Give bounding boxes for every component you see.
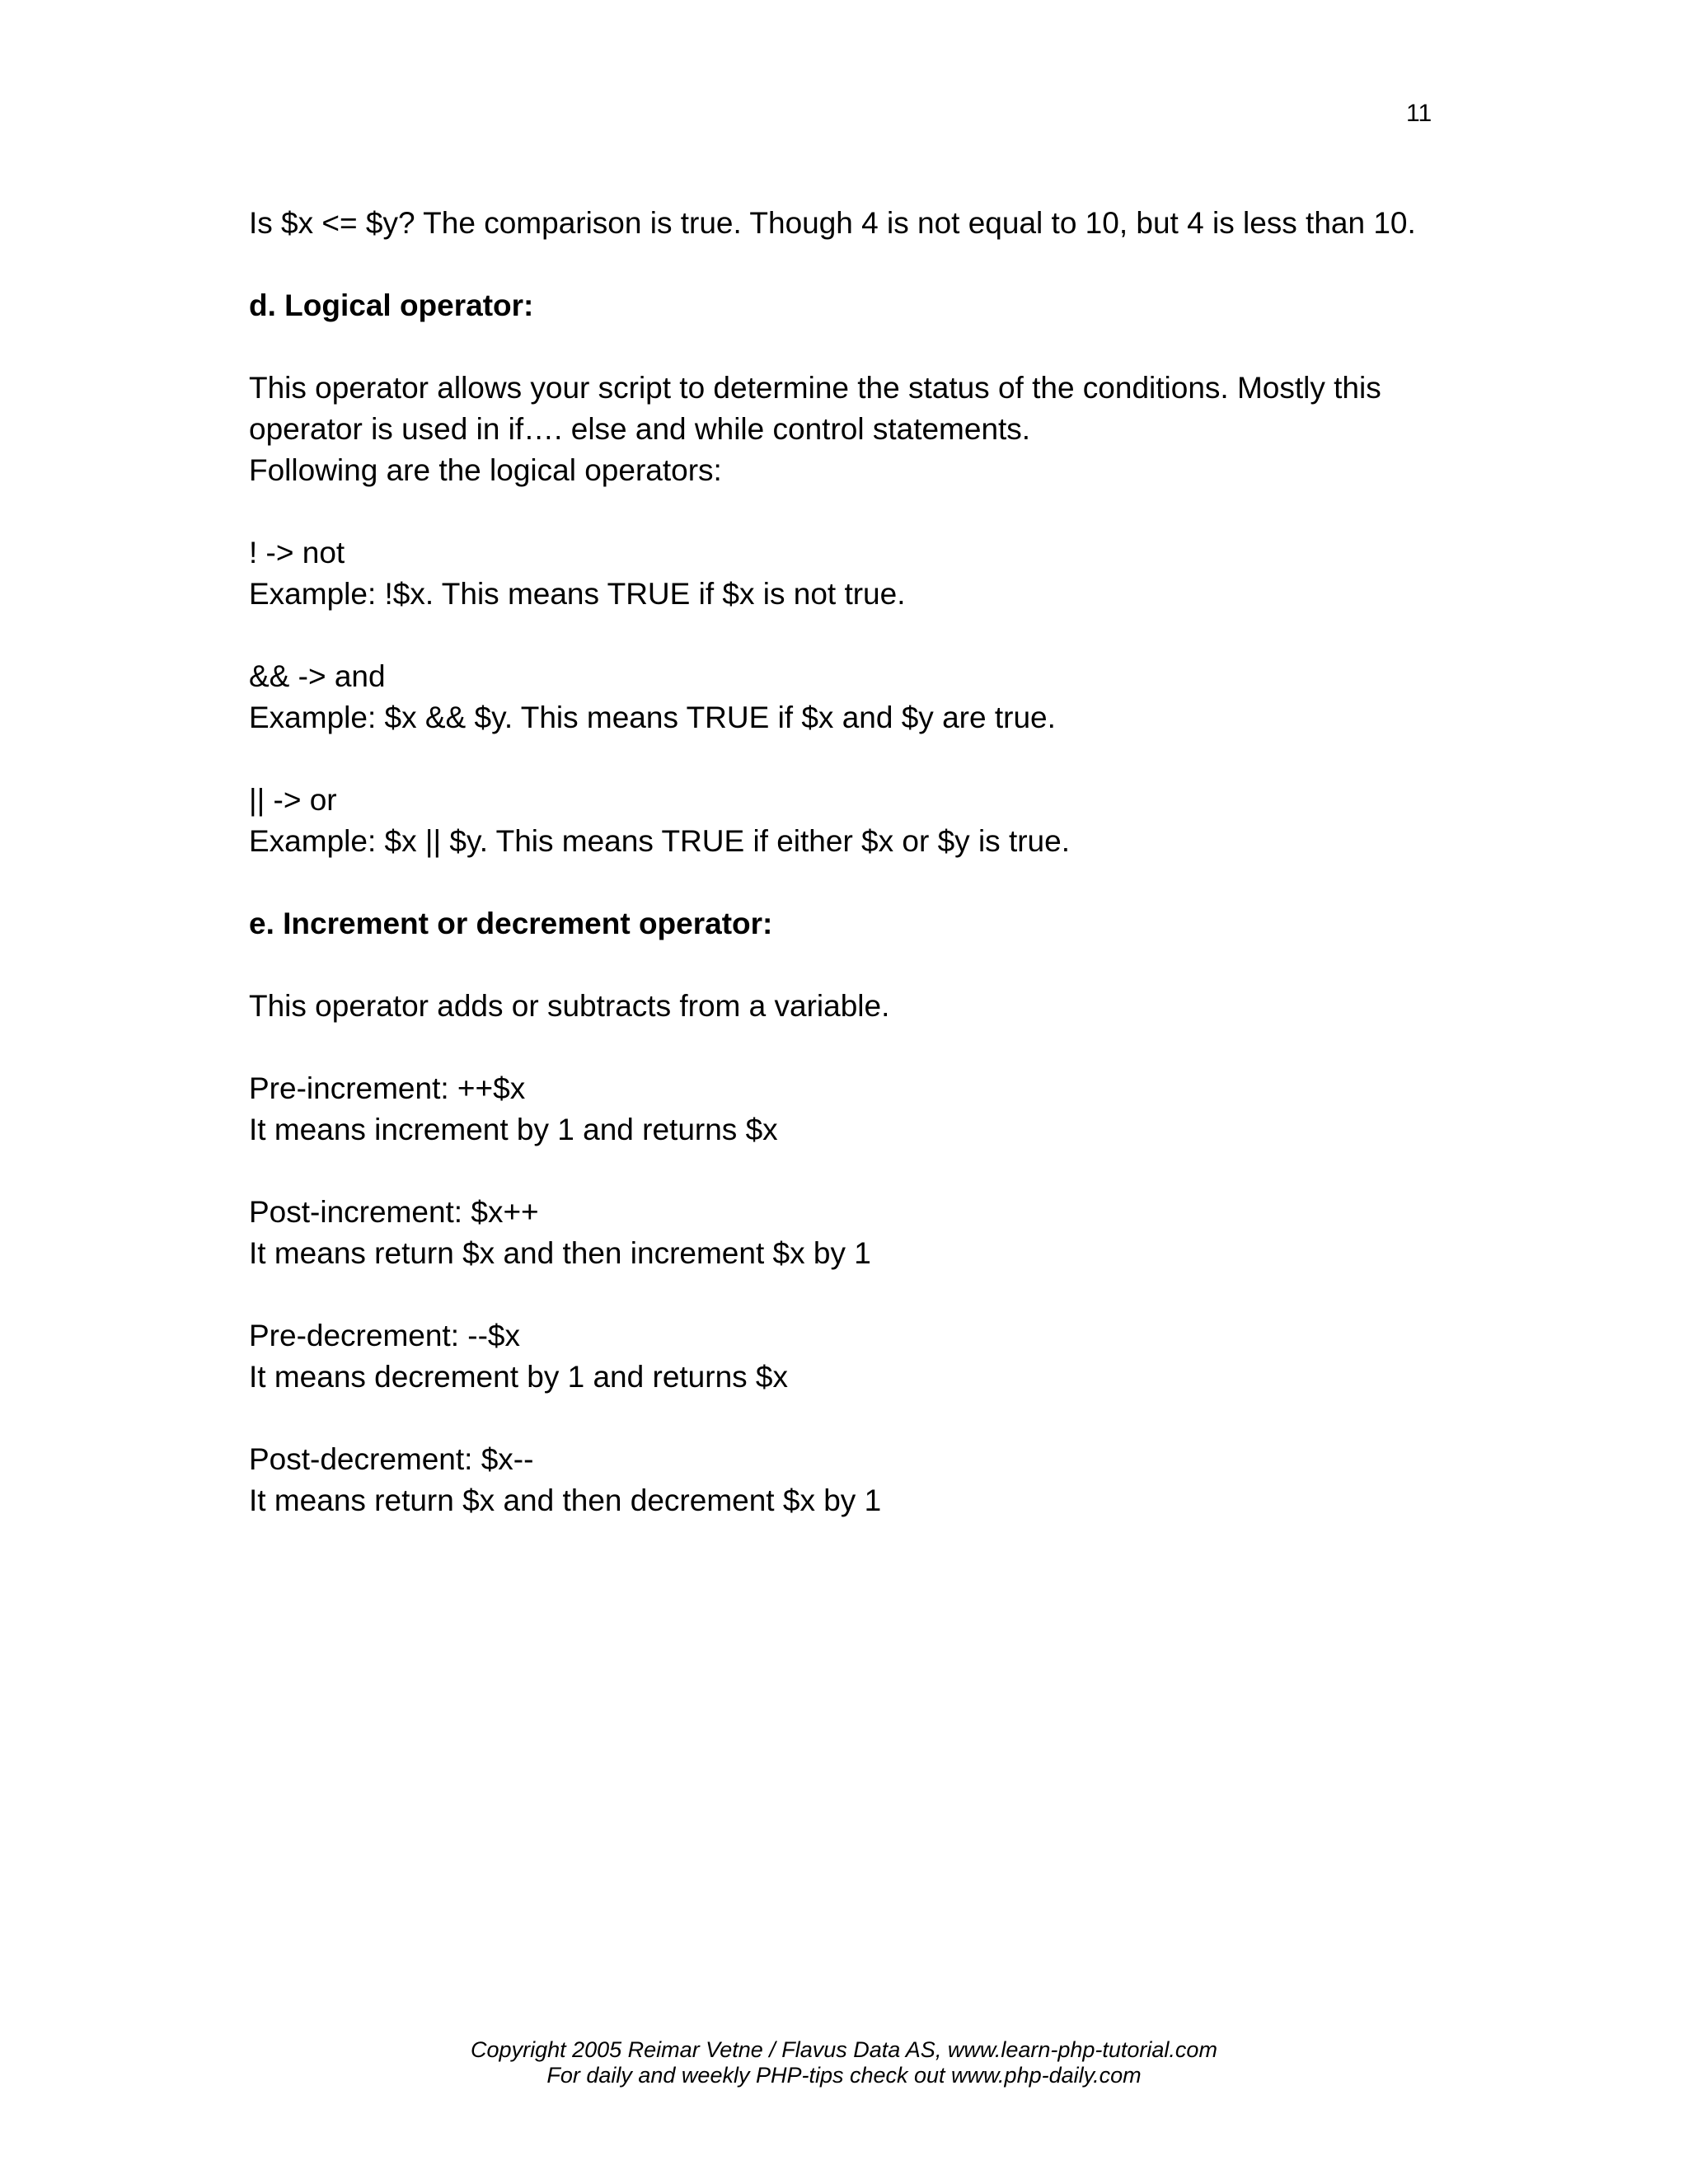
logical-intro-line-2: operator is used in if…. else and while control statements.	[249, 412, 1031, 446]
spacer	[249, 491, 1452, 532]
section-heading-logical-operator: d. Logical operator:	[249, 288, 534, 322]
spacer	[249, 244, 1452, 285]
spacer	[249, 1151, 1452, 1192]
spacer	[249, 944, 1452, 986]
and-operator-example: Example: $x && $y. This means TRUE if $x and $y are true.	[249, 701, 1056, 734]
pre-increment-description: It means increment by 1 and returns $x	[249, 1113, 778, 1146]
not-operator: ! -> not	[249, 536, 345, 569]
post-decrement: Post-decrement: $x--	[249, 1442, 534, 1476]
post-increment-description: It means return $x and then increment $x by 1	[249, 1236, 871, 1270]
spacer	[249, 1398, 1452, 1439]
page-footer	[0, 2037, 1688, 2088]
page-content	[249, 203, 1452, 1521]
not-operator-example: Example: !$x. This means TRUE if $x is not true.	[249, 577, 906, 611]
or-operator: || -> or	[249, 783, 337, 817]
comparison-paragraph: Is $x <= $y? The comparison is true. Though 4 is not equal to 10, but 4 is less than 10.	[249, 206, 1416, 240]
spacer	[249, 738, 1452, 780]
logical-intro-line-1: This operator allows your script to determine the status of the conditions. Mostly this	[249, 371, 1381, 405]
pre-decrement: Pre-decrement: --$x	[249, 1319, 520, 1352]
and-operator: && -> and	[249, 659, 386, 693]
spacer	[249, 326, 1452, 368]
spacer	[249, 615, 1452, 656]
page-number: 11	[1406, 100, 1432, 127]
pre-increment: Pre-increment: ++$x	[249, 1071, 526, 1105]
or-operator-example: Example: $x || $y. This means TRUE if either $x or $y is true.	[249, 824, 1070, 858]
increment-intro: This operator adds or subtracts from a variable.	[249, 989, 890, 1023]
spacer	[249, 1027, 1452, 1068]
footer-tips: For daily and weekly PHP-tips check out www.php-daily.com	[546, 2063, 1142, 2088]
spacer	[249, 862, 1452, 903]
footer-copyright: Copyright 2005 Reimar Vetne / Flavus Data AS, www.learn-php-tutorial.com	[471, 2037, 1217, 2062]
post-decrement-description: It means return $x and then decrement $x by 1	[249, 1483, 882, 1517]
logical-intro-line-3: Following are the logical operators:	[249, 453, 722, 487]
pre-decrement-description: It means decrement by 1 and returns $x	[249, 1360, 789, 1394]
post-increment: Post-increment: $x++	[249, 1195, 539, 1229]
spacer	[249, 1274, 1452, 1315]
section-heading-increment-decrement: e. Increment or decrement operator:	[249, 907, 773, 940]
